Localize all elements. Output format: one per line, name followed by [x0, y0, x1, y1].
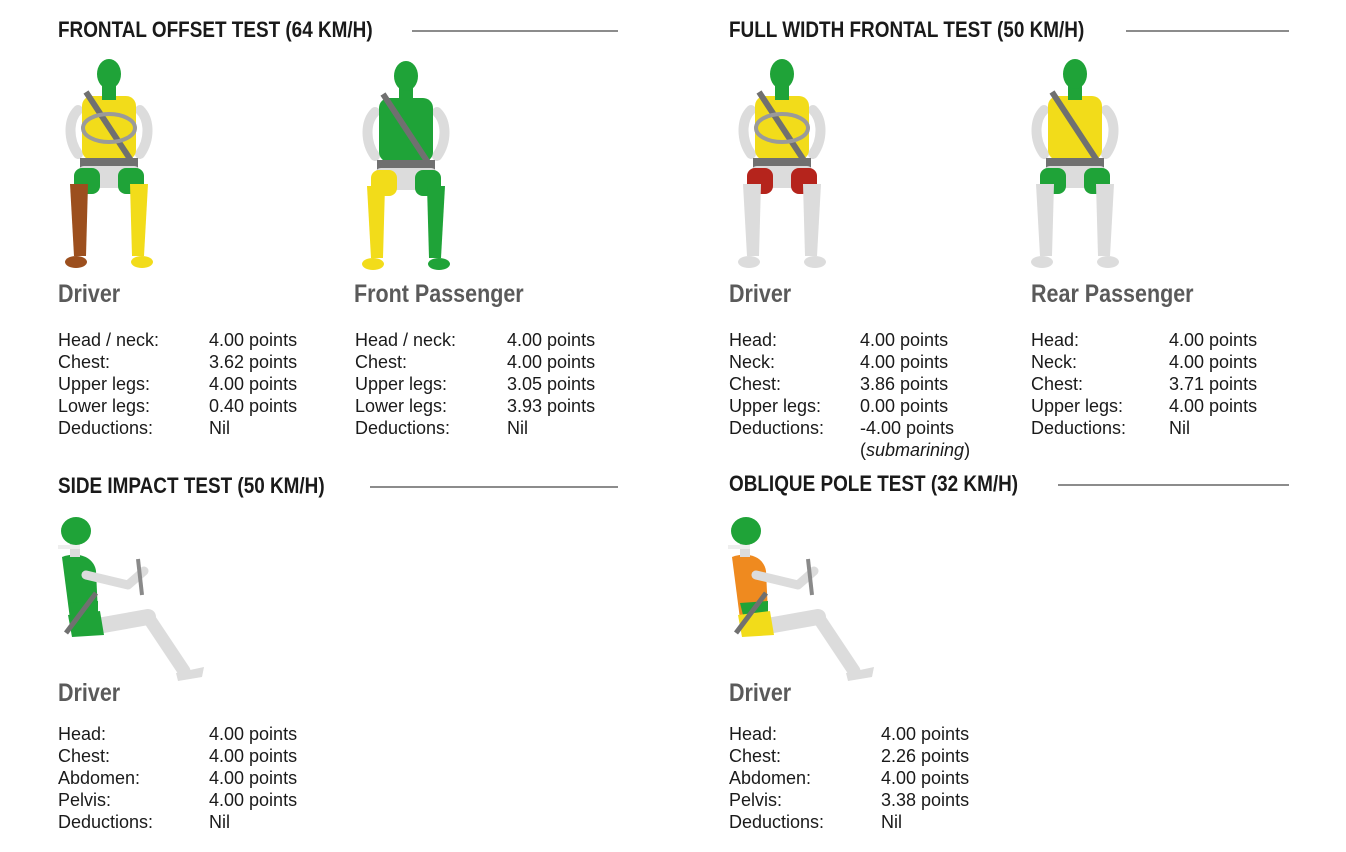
lower-leg-right	[803, 184, 821, 256]
head-region	[731, 517, 761, 545]
steering-wheel	[808, 559, 812, 595]
score-label: Head:	[729, 724, 778, 744]
score-value: -4.00 points	[860, 418, 955, 438]
score-label: Deductions:	[729, 812, 825, 832]
score-label: Chest:	[729, 374, 782, 394]
frontal-offset-passenger-scores	[355, 329, 617, 439]
score-value: 3.93 points	[507, 396, 596, 416]
score-value: 3.62 points	[209, 352, 298, 372]
frontal-offset-rule	[412, 30, 618, 32]
score-value: 3.86 points	[860, 374, 949, 394]
side-impact-rule	[370, 486, 618, 488]
score-label: Neck:	[729, 352, 776, 372]
score-label: Upper legs:	[355, 374, 448, 394]
score-value: Nil	[507, 418, 528, 438]
neck-collar	[58, 545, 80, 549]
neck-collar	[728, 545, 750, 549]
foot-left	[738, 256, 760, 268]
left-arm	[368, 112, 376, 156]
side-impact-driver-dummy	[52, 515, 212, 687]
head-region	[97, 59, 121, 89]
frontal-offset-title: FRONTAL OFFSET TEST (64 KM/H)	[58, 17, 373, 42]
score-value: 4.00 points	[209, 374, 298, 394]
score-label: Chest:	[355, 352, 408, 372]
score-value: 4.00 points	[507, 330, 596, 350]
oblique-pole-title: OBLIQUE POLE TEST (32 KM/H)	[729, 471, 1019, 496]
score-label: Chest:	[58, 352, 111, 372]
score-label: Upper legs:	[1031, 396, 1124, 416]
shin	[148, 617, 184, 671]
score-value: 4.00 points	[881, 724, 970, 744]
full-width-driver-label: Driver	[729, 280, 792, 308]
frontal-offset-driver-dummy	[56, 58, 162, 272]
side-impact-driver-scores	[58, 723, 319, 833]
lower-leg-right	[1096, 184, 1114, 256]
score-label: Deductions:	[355, 418, 451, 438]
score-label: Deductions:	[1031, 418, 1127, 438]
frontal-offset-driver-label: Driver	[58, 280, 121, 308]
frontal-offset-driver-scores	[58, 329, 319, 439]
foot-left	[1031, 256, 1053, 268]
score-label: Upper legs:	[58, 374, 151, 394]
score-value: Nil	[881, 812, 902, 832]
full-width-rear-passenger-scores	[1031, 329, 1279, 439]
oblique-pole-rule	[1058, 484, 1289, 486]
score-value: 4.00 points	[1169, 330, 1258, 350]
score-label: Head / neck:	[355, 330, 457, 350]
foot-left	[362, 258, 384, 270]
foot-left	[65, 256, 87, 268]
score-value: 3.71 points	[1169, 374, 1258, 394]
full-width-rear-passenger-label: Rear Passenger	[1031, 280, 1194, 308]
shin	[818, 617, 854, 671]
score-value: 4.00 points	[881, 768, 970, 788]
score-value: 4.00 points	[209, 746, 298, 766]
lower-leg-right	[130, 184, 148, 256]
lower-leg-left	[367, 186, 385, 258]
head-region	[1063, 59, 1087, 89]
head-region	[61, 517, 91, 545]
full-width-title: FULL WIDTH FRONTAL TEST (50 KM/H)	[729, 17, 1085, 42]
lower-leg-left	[70, 184, 88, 256]
score-label: Head:	[58, 724, 107, 744]
score-value: 4.00 points	[860, 330, 949, 350]
score-value: 4.00 points	[1169, 396, 1258, 416]
frontal-offset-passenger-dummy	[353, 60, 459, 274]
score-label: Lower legs:	[355, 396, 448, 416]
foot-right	[428, 258, 450, 270]
score-label: Deductions:	[729, 418, 825, 438]
score-value: 2.26 points	[881, 746, 970, 766]
score-value: 3.05 points	[507, 374, 596, 394]
right-arm	[140, 110, 148, 154]
head-region	[394, 61, 418, 91]
score-value: Nil	[1169, 418, 1190, 438]
score-value: 4.00 points	[860, 352, 949, 372]
lower-leg-left	[743, 184, 761, 256]
side-impact-title: SIDE IMPACT TEST (50 KM/H)	[58, 473, 325, 498]
score-label: Chest:	[58, 746, 111, 766]
frontal-offset-passenger-label: Front Passenger	[354, 280, 524, 308]
score-value: Nil	[209, 812, 230, 832]
oblique-pole-driver-dummy	[722, 515, 882, 687]
score-label: Chest:	[1031, 374, 1084, 394]
foot-right	[131, 256, 153, 268]
submarining-note: (submarining)	[860, 440, 971, 460]
left-arm	[1037, 110, 1045, 154]
score-value: 4.00 points	[209, 724, 298, 744]
score-label: Deductions:	[58, 418, 154, 438]
score-label: Abdomen:	[729, 768, 812, 788]
score-label: Pelvis:	[58, 790, 112, 810]
full-width-rule	[1126, 30, 1289, 32]
score-value: 3.38 points	[881, 790, 970, 810]
oblique-pole-driver-label: Driver	[729, 679, 792, 707]
score-value: Nil	[209, 418, 230, 438]
score-label: Upper legs:	[729, 396, 822, 416]
score-label: Pelvis:	[729, 790, 783, 810]
score-label: Head / neck:	[58, 330, 160, 350]
left-arm	[71, 110, 79, 154]
score-label: Lower legs:	[58, 396, 151, 416]
score-value: 0.40 points	[209, 396, 298, 416]
steering-wheel	[138, 559, 142, 595]
score-value: 4.00 points	[209, 790, 298, 810]
score-label: Head:	[729, 330, 778, 350]
score-label: Deductions:	[58, 812, 154, 832]
foot-right	[804, 256, 826, 268]
head-region	[770, 59, 794, 89]
score-value: 0.00 points	[860, 396, 949, 416]
full-width-driver-dummy	[729, 58, 835, 272]
score-label: Abdomen:	[58, 768, 141, 788]
right-arm	[437, 112, 445, 156]
lower-leg-left	[1036, 184, 1054, 256]
lower-leg-right	[427, 186, 445, 258]
full-width-rear-passenger-dummy	[1022, 58, 1128, 272]
left-arm	[744, 110, 752, 154]
side-impact-driver-label: Driver	[58, 679, 121, 707]
full-width-driver-scores	[729, 329, 970, 439]
score-label: Neck:	[1031, 352, 1078, 372]
score-value: 4.00 points	[507, 352, 596, 372]
score-value: 4.00 points	[209, 330, 298, 350]
score-label: Head:	[1031, 330, 1080, 350]
oblique-pole-driver-scores	[729, 723, 991, 833]
foot-right	[1097, 256, 1119, 268]
score-label: Chest:	[729, 746, 782, 766]
right-arm	[1106, 110, 1114, 154]
score-value: 4.00 points	[1169, 352, 1258, 372]
right-arm	[813, 110, 821, 154]
score-value: 4.00 points	[209, 768, 298, 788]
